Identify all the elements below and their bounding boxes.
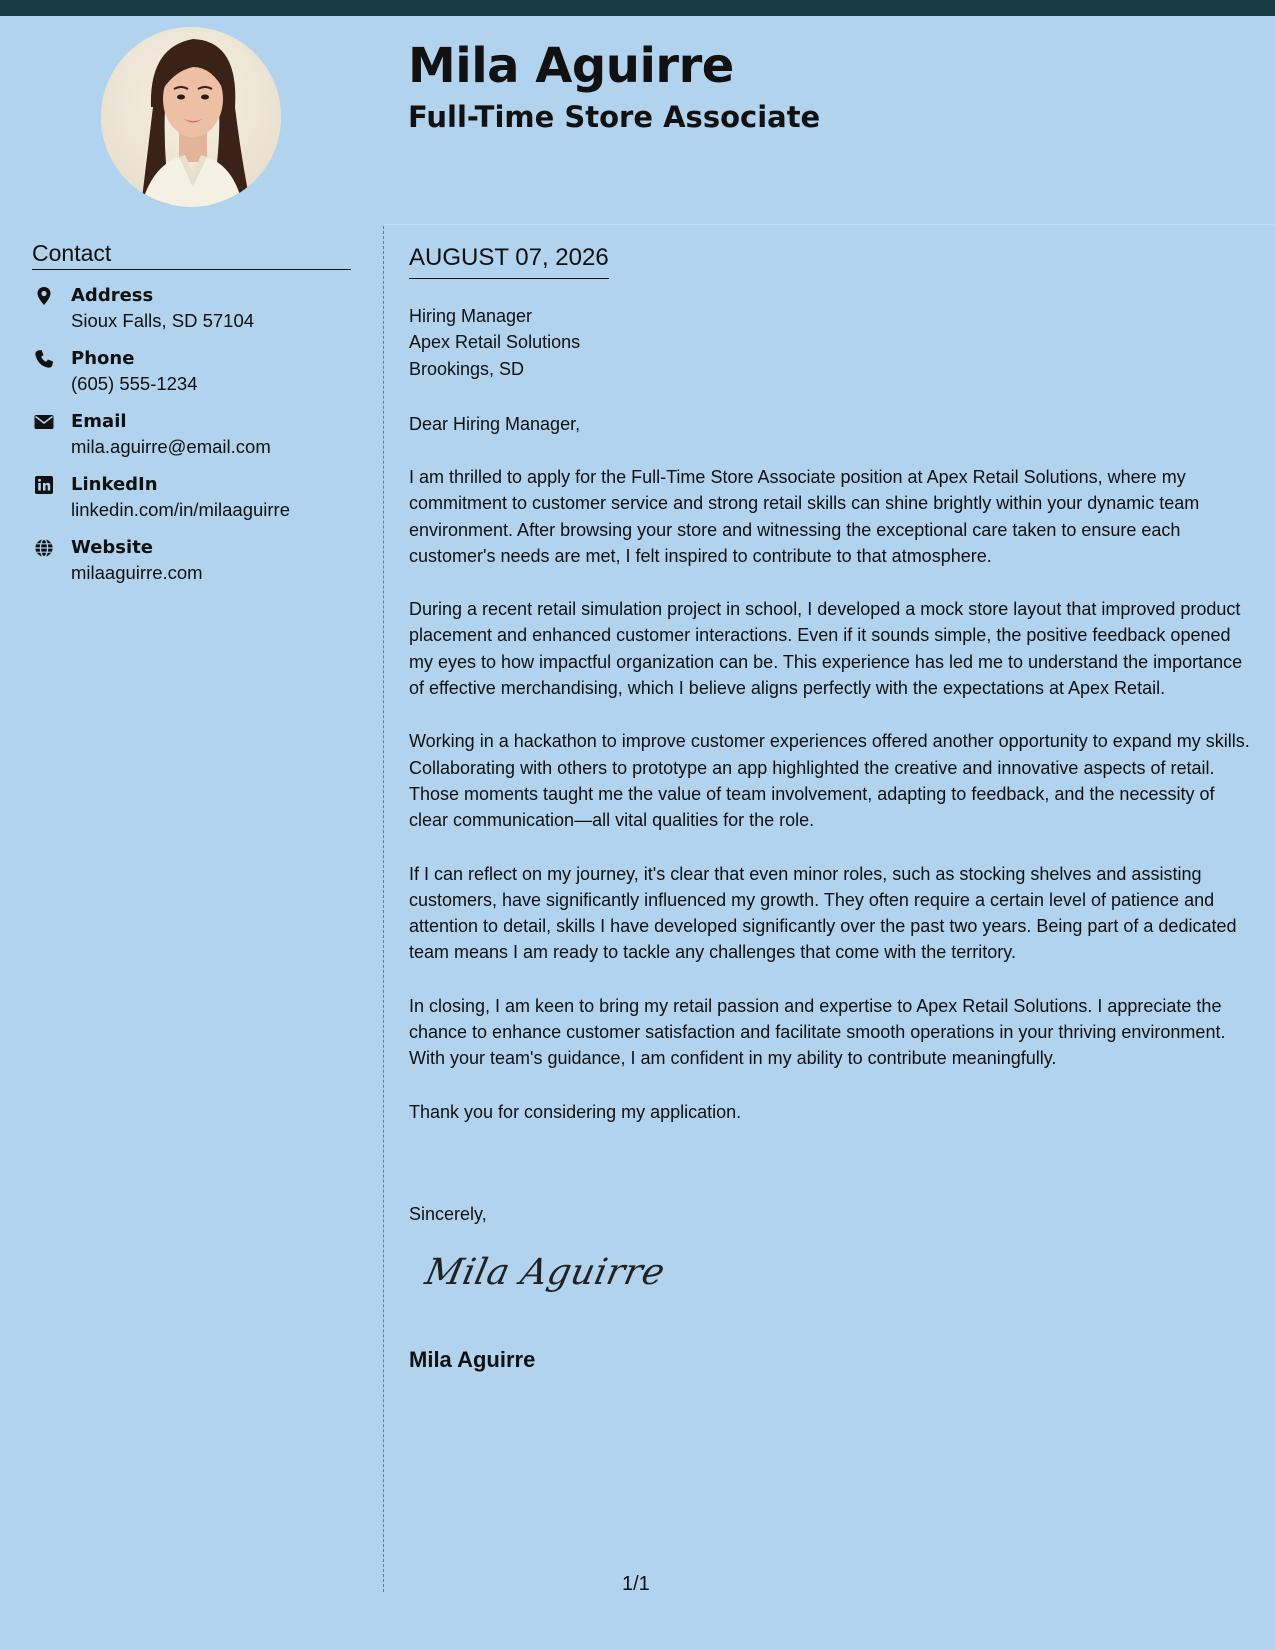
address-label: Address: [71, 285, 154, 306]
contact-heading: Contact: [32, 240, 351, 270]
email-label: Email: [71, 411, 127, 432]
signed-name: Mila Aguirre: [409, 1347, 536, 1372]
contact-item-email: [32, 410, 362, 473]
phone-label: Phone: [71, 348, 135, 369]
body-paragraph: In closing, I am keen to bring my retail passion and expertise to Apex Retail Solutions. I appreciate the chance to enhance customer satisfaction and facilitate smooth operations in your thriving environment. With your team's guidance, I am confident in my ability to contribute meaningfully.: [409, 995, 1226, 1069]
column-divider: [383, 226, 384, 1592]
letter-body: [409, 464, 1257, 1152]
envelope-icon: [34, 412, 54, 432]
phone-icon: [34, 349, 54, 369]
recipient-location: Brookings, SD: [409, 358, 525, 379]
handwritten-signature: Mila Aguirre: [421, 1252, 669, 1293]
body-paragraph: If I can reflect on my journey, it's clear that even minor roles, such as stocking shelves and assisting customers, have significantly influenced my growth. They often require a certain level of patience and attention to detail, skills I have developed significantly over the past two years. Being part of a dedicated team means I am ready to tackle any challenges that come with the territory.: [409, 863, 1237, 963]
linkedin-value[interactable]: linkedin.com/in/milaaguirre: [71, 499, 291, 520]
recipient-block: [409, 303, 580, 382]
body-paragraph: Thank you for considering my application.: [409, 1101, 742, 1122]
website-value[interactable]: milaaguirre.com: [71, 562, 203, 583]
header-divider: [384, 224, 1275, 225]
applicant-name: Mila Aguirre: [408, 38, 734, 94]
email-value[interactable]: mila.aguirre@email.com: [71, 436, 271, 457]
job-title: Full-Time Store Associate: [408, 100, 821, 134]
body-paragraph: Working in a hackathon to improve customer experiences offered another opportunity to expand my skills. Collaborating with others to prototype an app highlighted the creative and innovative aspects of retail. Those moments taught me the value of team involvement, adapting to feedback, and the necessity of clear communication—all vital qualities for the role.: [409, 731, 1250, 831]
contact-item-phone: [32, 347, 362, 410]
contact-item-address: [32, 284, 362, 347]
address-value: Sioux Falls, SD 57104: [71, 310, 255, 331]
map-pin-icon: [34, 286, 54, 306]
contact-item-linkedin: [32, 473, 362, 536]
recipient-name: Hiring Manager: [409, 306, 533, 326]
body-paragraph: During a recent retail simulation project in school, I developed a mock store layout that improved product placement and enhanced customer interactions. Even if it sounds simple, the positive feedback opened my eyes to how impactful organization can be. This experience has led me to understand the importance of effective merchandising, which I believe aligns perfectly with the expectations at Apex Retail.: [409, 599, 1243, 699]
linkedin-label: LinkedIn: [71, 474, 158, 495]
profile-photo: [101, 27, 281, 207]
globe-icon: [34, 538, 54, 558]
contact-list: [32, 284, 362, 599]
letter-date: AUGUST 07, 2026: [409, 244, 609, 279]
recipient-company: Apex Retail Solutions: [409, 332, 581, 353]
page-number: 1/1: [622, 1573, 650, 1595]
closing: Sincerely,: [409, 1204, 487, 1224]
linkedin-icon: [34, 475, 54, 495]
body-paragraph: I am thrilled to apply for the Full-Time Store Associate position at Apex Retail Solutions, where my commitment to customer service and strong retail skills can shine brightly within your dynamic team environment. After browsing your store and witnessing the exceptional care taken to ensure each customer's needs are met, I felt inspired to contribute to that atmosphere.: [409, 467, 1200, 566]
contact-item-website: [32, 536, 362, 599]
greeting: Dear Hiring Manager,: [409, 414, 581, 434]
phone-value[interactable]: (605) 555-1234: [71, 373, 198, 394]
website-label: Website: [71, 537, 154, 558]
top-accent-bar: [0, 0, 1275, 16]
